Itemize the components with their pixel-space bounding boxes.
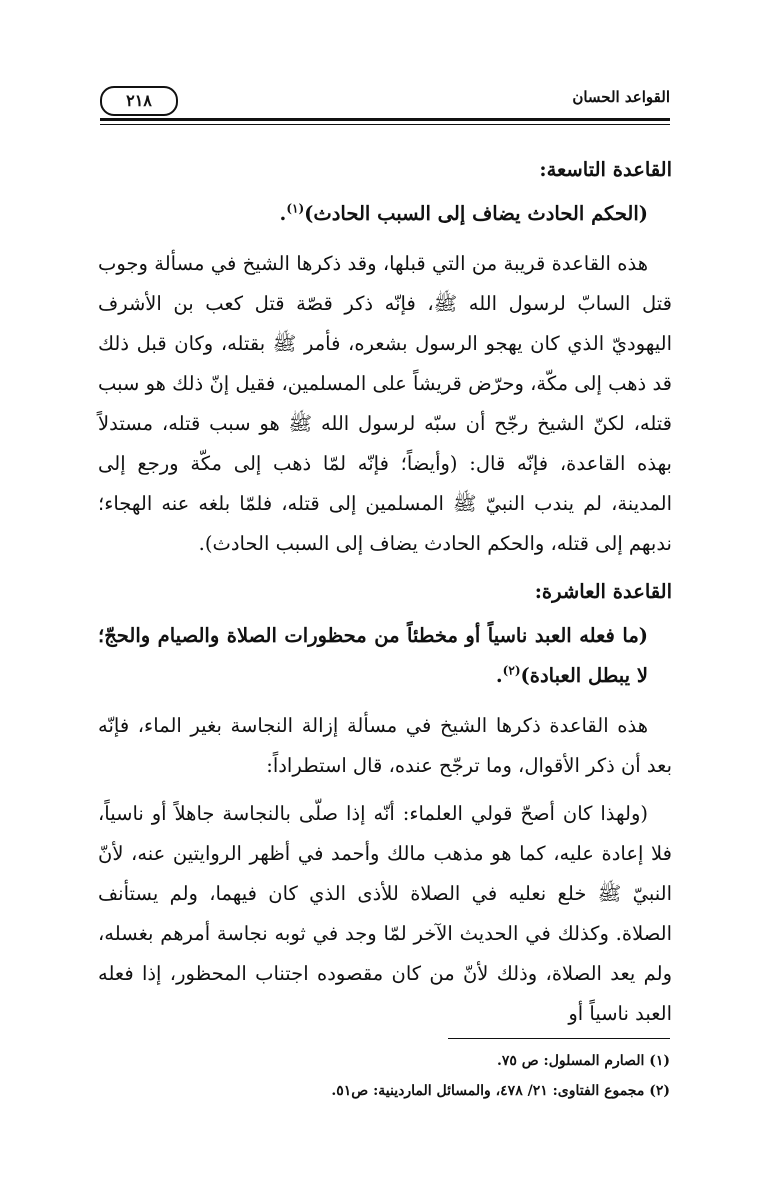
page-number-badge: ٢١٨ [100, 86, 178, 116]
rule-9-end: . [279, 202, 287, 225]
page-header [100, 86, 670, 120]
heading-rule-9: القاعدة التاسعة: [539, 158, 672, 181]
main-text [98, 150, 672, 1042]
header-rule-thin [100, 124, 670, 125]
paragraph-2: هذه القاعدة ذكرها الشيخ في مسألة إزالة النجاسة بغير الماء، فإنّه بعد أن ذكر الأقوال، وما ترجّح عنده، قال استطراداً: [98, 714, 672, 777]
footnote-ref-1: (١) [286, 201, 305, 216]
paragraph-1: هذه القاعدة قريبة من التي قبلها، وقد ذكرها الشيخ في مسألة وجوب قتل السابّ لرسول الله ﷺ، فإنّه ذكر قصّة قتل كعب بن الأشرف اليهوديّ الذي كان يهجو الرسول بشعره، فأمر ﷺ بقتله، وكان قبل ذلك قد ذهب إلى مكّة، وحرّض قريشاً على المسلمين، فقيل إنّ ذلك هو سبب قتله، لكنّ الشيخ رجّح أن سبّه لرسول الله ﷺ هو سبب قتله، مستدلاً بهذه القاعدة، فإنّه قال: (وأيضاً؛ فإنّه لمّا ذهب إلى مكّة ورجع إلى المدينة، لم يندب النبيّ ﷺ المسلمين إلى قتله، فلمّا بلغه عنه الهجاء؛ ندبهم إلى قتله، والحكم الحادث يضاف إلى السبب الحادث). [98, 252, 672, 555]
heading-rule-10: القاعدة العاشرة: [534, 580, 672, 603]
rule-9-statement [98, 194, 672, 234]
footnotes [100, 1046, 670, 1106]
footnote-1: (١) الصارم المسلول: ص ٧٥. [496, 1053, 670, 1069]
footnote-ref-2: (٢) [502, 663, 521, 678]
header-rule-thick [100, 118, 670, 121]
rule-10-text: (ما فعله العبد ناسياً أو مخطئاً من محظورات الصلاة والصيام والحجّ؛ لا يبطل العبادة) [98, 624, 648, 687]
footnote-separator [448, 1038, 670, 1039]
paragraph-3: (ولهذا كان أصحّ قولي العلماء: أنّه إذا صلّى بالنجاسة جاهلاً أو ناسياً، فلا إعادة عليه، كما هو مذهب مالك وأحمد في أظهر الروايتين عنه، لأنّ النبيّ ﷺ خلع نعليه في الصلاة للأذى الذي كان فيهما، ولم يستأنف الصلاة. وكذلك في الحديث الآخر لمّا وجد في ثوبه نجاسة أمرهم بغسله، ولم يعد الصلاة، وذلك لأنّ من كان مقصوده اجتناب المحظور، إذا فعله العبد ناسياً أو [98, 802, 672, 1025]
rule-10-statement [98, 616, 672, 696]
rule-10-end: . [495, 664, 503, 687]
rule-9-text: (الحكم الحادث يضاف إلى السبب الحادث) [304, 202, 648, 225]
footnote-2: (٢) مجموع الفتاوى: ٢١/ ٤٧٨، والمسائل الماردينية: ص٥١. [331, 1083, 670, 1099]
running-title: القواعد الحسان [572, 88, 670, 106]
